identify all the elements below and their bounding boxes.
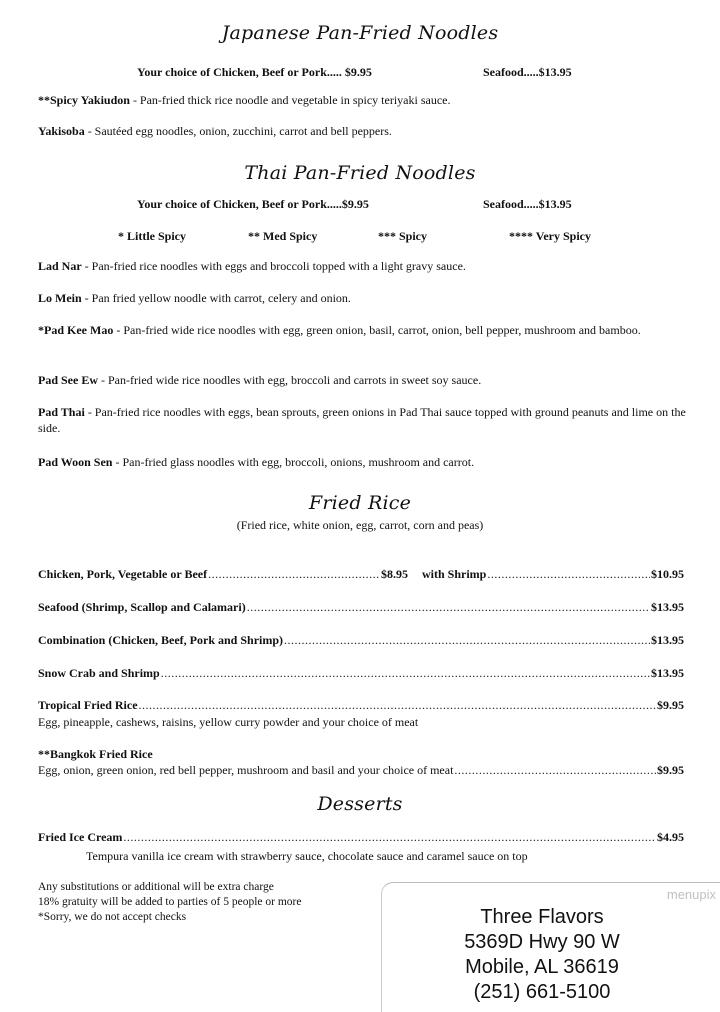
fried-rice-row	[422, 567, 684, 582]
item-desc: - Pan-fried wide rice noodles with egg, broccoli and carrots in sweet soy sauce.	[98, 373, 482, 387]
item-price: $13.95	[651, 666, 684, 680]
section-title-japanese-noodles: Japanese Pan-Fried Noodles	[221, 22, 499, 44]
menu-item	[38, 372, 688, 388]
item-price: $13.95	[651, 600, 684, 614]
item-name: Chicken, Pork, Vegetable or Beef	[38, 567, 208, 581]
menu-item	[38, 92, 688, 108]
item-name: Fried Ice Cream	[38, 830, 123, 844]
item-name: *Pad Kee Mao	[38, 323, 114, 337]
note-line: Any substitutions or additional will be extra charge	[38, 881, 274, 893]
item-name: with Shrimp	[422, 567, 487, 581]
item-desc: - Pan-fried thick rice noodle and vegetable in spicy teriyaki sauce.	[129, 93, 451, 107]
section-title-thai-noodles: Thai Pan-Fried Noodles	[244, 162, 476, 184]
item-price: $9.95	[657, 763, 684, 777]
item-desc: Egg, pineapple, cashews, raisins, yellow curry powder and your choice of meat	[38, 715, 419, 729]
thai-price-seafood: Seafood.....$13.95	[483, 197, 572, 211]
item-name: Yakisoba	[38, 124, 85, 138]
item-name: **Spicy Yakiudon	[38, 93, 130, 107]
item-desc: Tempura vanilla ice cream with strawberry sauce, chocolate sauce and caramel sauce on top	[86, 849, 528, 863]
section-title-fried-rice: Fried Rice	[308, 492, 412, 514]
item-name: Snow Crab and Shrimp	[38, 666, 160, 680]
spice-level-2: ** Med Spicy	[248, 229, 318, 243]
restaurant-name: Three Flavors	[480, 906, 604, 928]
item-price: $9.95	[657, 698, 684, 712]
item-name: Lo Mein	[38, 291, 82, 305]
policy-notes	[38, 880, 301, 925]
fried-rice-row	[38, 567, 408, 582]
item-price: $8.95	[381, 567, 408, 581]
spice-level-3: *** Spicy	[378, 229, 428, 243]
item-name: Pad Woon Sen	[38, 455, 113, 469]
note-line: *Sorry, we do not accept checks	[38, 911, 187, 923]
menu-item	[38, 454, 688, 470]
item-desc: Egg, onion, green onion, red bell pepper, mushroom and basil and your choice of meat	[38, 763, 454, 777]
fried-rice-row	[38, 763, 684, 778]
menu-item	[38, 290, 688, 306]
item-desc: - Pan-fried glass noodles with egg, broccoli, onions, mushroom and carrot.	[112, 455, 475, 469]
menu-item	[38, 258, 688, 274]
item-desc: - Pan-fried wide rice noodles with egg, green onion, basil, carrot, onion, bell pepper, mushroom and bamboo.	[113, 323, 641, 337]
item-price: $10.95	[651, 567, 684, 581]
menu-item	[38, 404, 688, 436]
dessert-row	[38, 830, 684, 845]
menupix-watermark: menupix	[666, 887, 716, 902]
restaurant-address	[382, 905, 702, 1005]
item-desc: - Pan fried yellow noodle with carrot, celery and onion.	[81, 291, 351, 305]
item-name: Tropical Fried Rice	[38, 698, 138, 712]
restaurant-city: Mobile, AL 36619	[465, 956, 619, 978]
item-desc: - Sautéed egg noodles, onion, zucchini, carrot and bell peppers.	[84, 124, 392, 138]
item-name: Combination (Chicken, Beef, Pork and Shrimp)	[38, 633, 284, 647]
note-line: 18% gratuity will be added to parties of 5 people or more	[38, 896, 302, 908]
fried-rice-subtitle: (Fried rice, white onion, egg, carrot, corn and peas)	[236, 518, 484, 532]
fried-rice-row	[38, 633, 684, 648]
restaurant-phone: (251) 661-5100	[473, 981, 611, 1003]
item-price: $4.95	[657, 830, 684, 844]
section-title-desserts: Desserts	[317, 793, 403, 815]
fried-rice-row	[38, 698, 684, 713]
japanese-price-meat: Your choice of Chicken, Beef or Pork..... $9.95	[137, 65, 372, 79]
fried-rice-row	[38, 600, 684, 615]
spice-level-4: **** Very Spicy	[509, 229, 592, 243]
item-name: Pad See Ew	[38, 373, 98, 387]
thai-price-meat: Your choice of Chicken, Beef or Pork.....$9.95	[137, 197, 369, 211]
spice-level-1: * Little Spicy	[118, 229, 186, 243]
item-name: Lad Nar	[38, 259, 82, 273]
item-desc: - Pan-fried rice noodles with eggs and broccoli topped with a light gravy sauce.	[81, 259, 466, 273]
restaurant-street: 5369D Hwy 90 W	[464, 931, 620, 953]
item-name: **Bangkok Fried Rice	[38, 747, 153, 761]
item-name: Seafood (Shrimp, Scallop and Calamari)	[38, 600, 246, 614]
menu-item	[38, 123, 688, 139]
item-price: $13.95	[651, 633, 684, 647]
menu-item	[38, 322, 688, 338]
fried-rice-row	[38, 666, 684, 681]
item-name: Pad Thai	[38, 405, 85, 419]
item-desc: - Pan-fried rice noodles with eggs, bean sprouts, green onions in Pad Thai sauce topped with ground peanuts and lime on the side.	[38, 405, 686, 435]
japanese-price-seafood: Seafood.....$13.95	[483, 65, 572, 79]
